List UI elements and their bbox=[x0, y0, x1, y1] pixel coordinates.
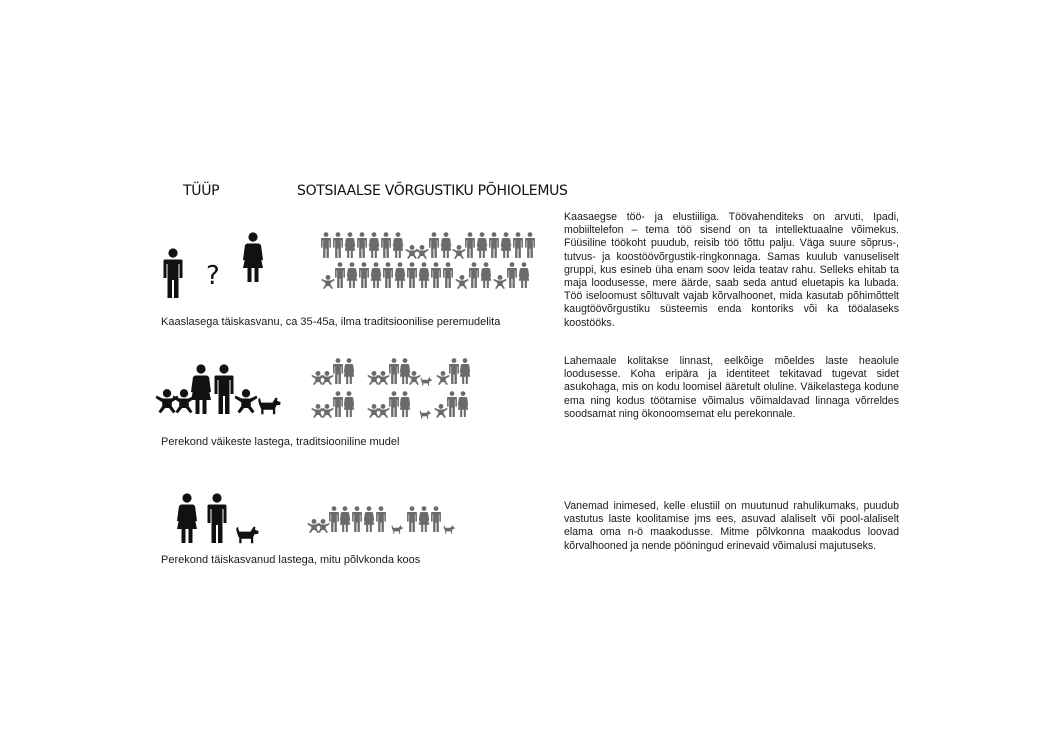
woman-icon bbox=[344, 391, 354, 417]
network-header: SOTSIAALSE VÕRGUSTIKU PÕHIOLEMUS bbox=[297, 183, 568, 199]
woman-icon bbox=[340, 506, 350, 532]
woman-icon bbox=[519, 262, 529, 288]
man-icon bbox=[431, 262, 441, 288]
man-icon bbox=[443, 262, 453, 288]
row3-description: Vanemad inimesed, kelle elustiil on muutunud rahulikumaks, puudub vastutus laste koolitamise jms ees, asuvad alaliselt või pool-alaliselt elama oma n-ö maakodusse. Mitme põlvkonna maakodus loovad kõrvalhooned ja nende pööningud erinevaid võimalusi majutuseks. bbox=[564, 500, 899, 552]
man-icon bbox=[376, 506, 386, 532]
woman-icon bbox=[243, 232, 263, 282]
baby-icon bbox=[173, 389, 196, 413]
baby-icon bbox=[493, 275, 506, 289]
man-icon bbox=[383, 262, 393, 288]
baby-icon bbox=[376, 371, 389, 385]
baby-icon bbox=[455, 275, 468, 289]
woman-icon bbox=[481, 262, 491, 288]
baby-icon bbox=[156, 389, 179, 413]
man-icon bbox=[357, 232, 367, 258]
man-icon bbox=[329, 506, 339, 532]
dog-icon bbox=[392, 525, 403, 533]
dog-icon bbox=[421, 377, 432, 385]
row2-network-icons bbox=[311, 358, 470, 418]
man-icon bbox=[389, 391, 399, 417]
woman-icon bbox=[400, 391, 410, 417]
man-icon bbox=[335, 262, 345, 288]
baby-icon bbox=[307, 519, 320, 533]
woman-icon bbox=[458, 391, 468, 417]
man-icon bbox=[352, 506, 362, 532]
dog-icon bbox=[444, 525, 455, 533]
woman-icon bbox=[395, 262, 405, 288]
woman-icon bbox=[419, 506, 429, 532]
row2-description: Lahemaale kolitakse linnast, eelkõige mõeldes laste heaolule loodusesse. Koha eripära ja identiteet tekitavad tugevat sidet asukohaga, mis on kodu loomisel ääretult oluline. Väikelastega kodune ema ning kodus töötamise võimalus võimaldavad linnaga võrreldes soodsamat ning ökonoomsemat elu perekonnale. bbox=[564, 355, 899, 420]
man-icon bbox=[513, 232, 523, 258]
woman-icon bbox=[419, 262, 429, 288]
baby-icon bbox=[452, 245, 465, 259]
woman-icon bbox=[369, 232, 379, 258]
man-icon bbox=[447, 391, 457, 417]
baby-icon bbox=[367, 404, 380, 418]
baby-icon bbox=[321, 275, 334, 289]
dog-icon bbox=[258, 398, 280, 415]
man-icon bbox=[407, 262, 417, 288]
baby-icon bbox=[316, 519, 329, 533]
woman-icon bbox=[460, 358, 470, 384]
row1-caption: Kaaslasega täiskasvanu, ca 35-45a, ilma traditsioonilise peremudelita bbox=[161, 316, 501, 328]
man-icon bbox=[333, 391, 343, 417]
baby-icon bbox=[436, 371, 449, 385]
row1-description: Kaasaegse töö- ja elustiiliga. Töövahenditeks on arvuti, Ipadi, mobiiltelefon – tema töö sisend on ta intellektuaalne võimekus. Füüsiline töökoht puudub, reisib töö tõttu palju. Väga suure sõprus-, tutvus- ja koostöövõrgustik-ringkonnaga. Samas kuulub vanuseliselt gruppi, kus esineb üha enam soov leida teatav rahu. Selleks ehitab ta maja loodusesse, mere äärde, saab seda antud eluetapis ka lubada. Töö iseloomust sõltuvalt vajab kõrvalhoonet, mida kasutab põhimõttelt kaugtöövõrgustiku süsteemis enda kontoriks või ka tööalaseks koostööks. bbox=[564, 211, 899, 329]
man-icon bbox=[359, 262, 369, 288]
man-icon bbox=[431, 506, 441, 532]
man-icon bbox=[525, 232, 535, 258]
baby-icon bbox=[320, 404, 333, 418]
man-icon bbox=[469, 262, 479, 288]
row3-caption: Perekond täiskasvanud lastega, mitu põlvkonda koos bbox=[161, 554, 421, 566]
woman-icon bbox=[393, 232, 403, 258]
woman-icon bbox=[191, 364, 211, 414]
woman-icon bbox=[400, 358, 410, 384]
woman-icon bbox=[477, 232, 487, 258]
baby-icon bbox=[235, 389, 258, 413]
man-icon bbox=[164, 248, 183, 298]
baby-icon bbox=[415, 245, 428, 259]
dog-icon bbox=[420, 410, 431, 418]
woman-icon bbox=[177, 493, 197, 543]
man-icon bbox=[507, 262, 517, 288]
man-icon bbox=[333, 358, 343, 384]
woman-icon bbox=[501, 232, 511, 258]
man-icon bbox=[449, 358, 459, 384]
baby-icon bbox=[376, 404, 389, 418]
man-icon bbox=[208, 493, 227, 543]
row3-main-icons bbox=[177, 493, 259, 543]
man-icon bbox=[215, 364, 234, 414]
woman-icon bbox=[364, 506, 374, 532]
woman-icon bbox=[345, 232, 355, 258]
man-icon bbox=[389, 358, 399, 384]
row3-network-icons bbox=[307, 506, 454, 533]
man-icon bbox=[381, 232, 391, 258]
baby-icon bbox=[311, 404, 324, 418]
type-header: TÜÜP bbox=[183, 183, 220, 199]
row2-main-icons bbox=[156, 364, 281, 414]
woman-icon bbox=[347, 262, 357, 288]
row2-caption: Perekond väikeste lastega, traditsiooniline mudel bbox=[161, 436, 400, 448]
question-mark-icon: ? bbox=[206, 261, 220, 291]
dog-icon bbox=[236, 527, 258, 544]
woman-icon bbox=[441, 232, 451, 258]
row1-network-icons bbox=[321, 232, 535, 289]
man-icon bbox=[321, 232, 331, 258]
baby-icon bbox=[311, 371, 324, 385]
man-icon bbox=[333, 232, 343, 258]
man-icon bbox=[465, 232, 475, 258]
woman-icon bbox=[344, 358, 354, 384]
man-icon bbox=[407, 506, 417, 532]
man-icon bbox=[489, 232, 499, 258]
woman-icon bbox=[371, 262, 381, 288]
baby-icon bbox=[367, 371, 380, 385]
man-icon bbox=[429, 232, 439, 258]
baby-icon bbox=[405, 245, 418, 259]
baby-icon bbox=[320, 371, 333, 385]
baby-icon bbox=[434, 404, 447, 418]
